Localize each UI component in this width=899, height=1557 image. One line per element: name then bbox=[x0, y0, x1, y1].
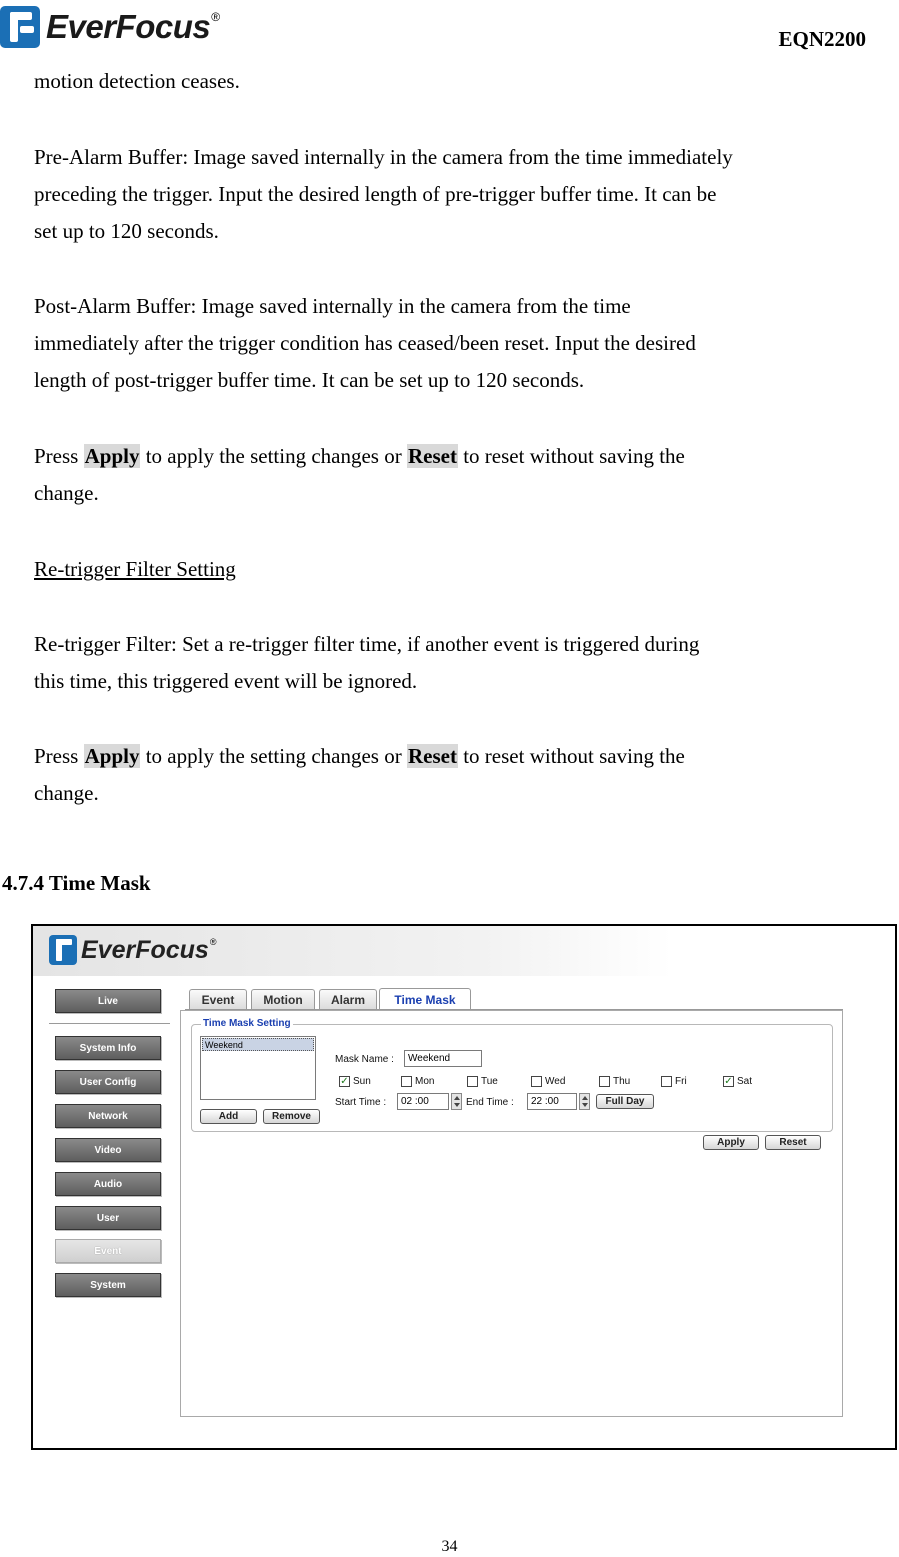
reset-button[interactable]: Reset bbox=[765, 1135, 821, 1150]
paragraph-press-apply-2: Press Apply to apply the setting changes or Reset to reset without saving the change. bbox=[34, 744, 685, 805]
end-time-input[interactable]: 22 :00 bbox=[527, 1093, 577, 1110]
day-label-fri: Fri bbox=[675, 1076, 687, 1087]
nav-network[interactable]: Network bbox=[55, 1104, 161, 1128]
everfocus-f-icon bbox=[0, 6, 40, 48]
day-label-thu: Thu bbox=[613, 1076, 631, 1087]
nav-system[interactable]: System bbox=[55, 1273, 161, 1297]
nav-video[interactable]: Video bbox=[55, 1138, 161, 1162]
remove-button[interactable]: Remove bbox=[263, 1109, 320, 1124]
checkbox-mon[interactable] bbox=[401, 1076, 412, 1087]
mask-listbox[interactable] bbox=[200, 1036, 316, 1100]
nav-divider bbox=[49, 1023, 170, 1024]
apply-term: Apply bbox=[84, 444, 140, 468]
checkbox-tue[interactable] bbox=[467, 1076, 478, 1087]
mask-name-label: Mask Name : bbox=[335, 1054, 394, 1065]
add-button[interactable]: Add bbox=[200, 1109, 257, 1124]
everfocus-logo bbox=[0, 4, 220, 50]
model-number: EQN2200 bbox=[778, 27, 866, 51]
mask-name-input[interactable]: Weekend bbox=[404, 1050, 482, 1067]
web-ui-header bbox=[33, 926, 673, 976]
mask-list-item[interactable]: Weekend bbox=[202, 1038, 314, 1051]
nav-live[interactable]: Live bbox=[55, 989, 161, 1013]
checkbox-wed[interactable] bbox=[531, 1076, 542, 1087]
reset-term: Reset bbox=[407, 744, 457, 768]
apply-button[interactable]: Apply bbox=[703, 1135, 759, 1150]
day-label-sat: Sat bbox=[737, 1076, 753, 1087]
registered-mark: ® bbox=[211, 10, 221, 24]
time-mask-legend: Time Mask Setting bbox=[203, 1018, 291, 1029]
apply-term: Apply bbox=[84, 744, 140, 768]
tab-motion[interactable]: Motion bbox=[251, 989, 315, 1009]
reset-term: Reset bbox=[407, 444, 457, 468]
section-title: 4.7.4 Time Mask bbox=[2, 871, 151, 895]
end-time-spinner-icon[interactable] bbox=[579, 1093, 590, 1110]
web-ui-logo: EverFocus ® bbox=[49, 935, 216, 965]
page-number: 34 bbox=[441, 1538, 458, 1555]
time-mask-screenshot bbox=[31, 924, 897, 1450]
everfocus-f-icon bbox=[49, 935, 77, 965]
paragraph-post-alarm: Post-Alarm Buffer: Image saved internally in the camera from the time immediately after the trigger condition has ceased/been reset. Input the desired length of post-trigger buffer time. It can be set up to 120 seconds. bbox=[34, 294, 696, 392]
start-time-label: Start Time : bbox=[335, 1097, 387, 1108]
paragraph-press-apply-1: Press Apply to apply the setting changes or Reset to reset without saving the change. bbox=[34, 444, 685, 505]
start-time-input[interactable]: 02 :00 bbox=[397, 1093, 449, 1110]
paragraph-retrigger-filter: Re-trigger Filter: Set a re-trigger filter time, if another event is triggered during this time, this triggered event will be ignored. bbox=[34, 632, 700, 693]
logo-text: EverFocus bbox=[46, 8, 211, 45]
nav-system-info[interactable]: System Info bbox=[55, 1036, 161, 1060]
tab-event[interactable]: Event bbox=[189, 989, 247, 1009]
paragraph-pre-alarm: Pre-Alarm Buffer: Image saved internally in the camera from the time immediately preceding the trigger. Input the desired length of pre-trigger buffer time. It can be set up to 120 seconds. bbox=[34, 145, 733, 243]
nav-user[interactable]: User bbox=[55, 1206, 161, 1230]
day-label-sun: Sun bbox=[353, 1076, 371, 1087]
tab-time-mask[interactable]: Time Mask bbox=[379, 988, 471, 1010]
heading-retrigger-filter: Re-trigger Filter Setting bbox=[34, 557, 236, 581]
end-time-label: End Time : bbox=[466, 1097, 514, 1108]
checkbox-thu[interactable] bbox=[599, 1076, 610, 1087]
nav-user-config[interactable]: User Config bbox=[55, 1070, 161, 1094]
checkbox-fri[interactable] bbox=[661, 1076, 672, 1087]
checkbox-sat[interactable]: ✓ bbox=[724, 1076, 733, 1087]
day-label-tue: Tue bbox=[481, 1076, 498, 1087]
nav-audio[interactable]: Audio bbox=[55, 1172, 161, 1196]
nav-event[interactable]: Event bbox=[55, 1239, 161, 1263]
paragraph-motion-ceases: motion detection ceases. bbox=[34, 69, 240, 93]
day-label-mon: Mon bbox=[415, 1076, 435, 1087]
start-time-spinner-icon[interactable] bbox=[451, 1093, 462, 1110]
checkbox-sun[interactable]: ✓ bbox=[340, 1076, 349, 1087]
day-label-wed: Wed bbox=[545, 1076, 566, 1087]
full-day-button[interactable]: Full Day bbox=[596, 1094, 654, 1109]
tab-alarm[interactable]: Alarm bbox=[319, 989, 377, 1009]
